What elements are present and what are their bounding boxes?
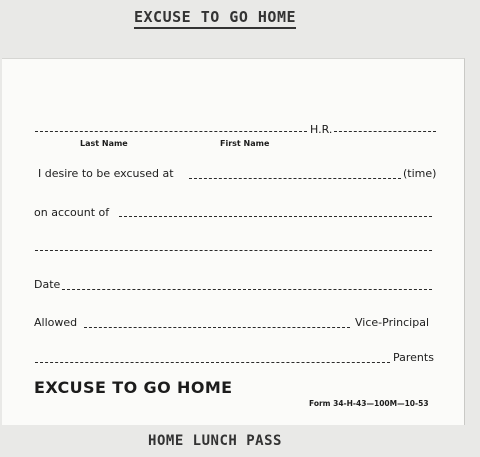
parents-label: Parents [393, 351, 434, 364]
allowed-label: Allowed [34, 316, 78, 329]
date-line[interactable] [62, 289, 432, 290]
time-line[interactable] [189, 178, 401, 179]
last-name-label: Last Name [80, 139, 128, 148]
on-account-of-label: on account of [34, 206, 110, 219]
first-name-label: First Name [220, 139, 270, 148]
reason-line-2[interactable] [35, 250, 432, 251]
hr-line[interactable] [334, 131, 436, 132]
typed-form-title: EXCUSE TO GO HOME [133, 8, 297, 26]
excused-at-label: I desire to be excused at [38, 167, 174, 180]
excuse-form-card [2, 58, 465, 425]
name-line[interactable] [35, 131, 307, 132]
date-label: Date [34, 278, 61, 291]
form-number: Form 34-H-43—100M—10-53 [309, 399, 429, 408]
hr-label: H.R. [310, 123, 333, 136]
typed-next-form-title: HOME LUNCH PASS [148, 433, 282, 449]
parents-line[interactable] [35, 362, 390, 363]
vice-principal-label: Vice-Principal [355, 316, 429, 329]
time-label: (time) [403, 167, 437, 180]
reason-line-1[interactable] [119, 216, 432, 217]
card-title: EXCUSE TO GO HOME [34, 378, 233, 397]
allowed-line[interactable] [84, 327, 350, 328]
